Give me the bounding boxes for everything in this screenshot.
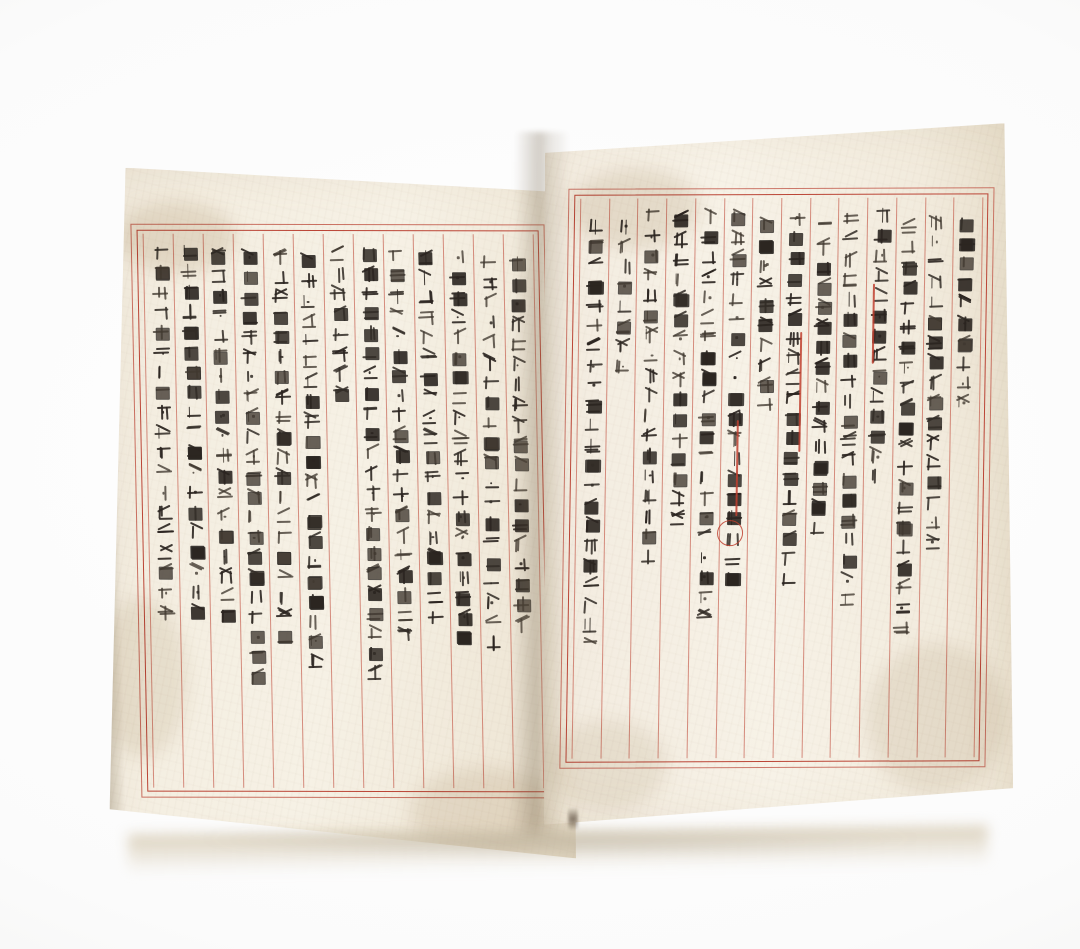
right-page: [534, 123, 1023, 825]
right-page-red-border: [565, 193, 988, 762]
left-page: [97, 168, 580, 859]
left-page-lifted-edge: [95, 168, 126, 858]
left-page-red-border: [137, 230, 550, 793]
